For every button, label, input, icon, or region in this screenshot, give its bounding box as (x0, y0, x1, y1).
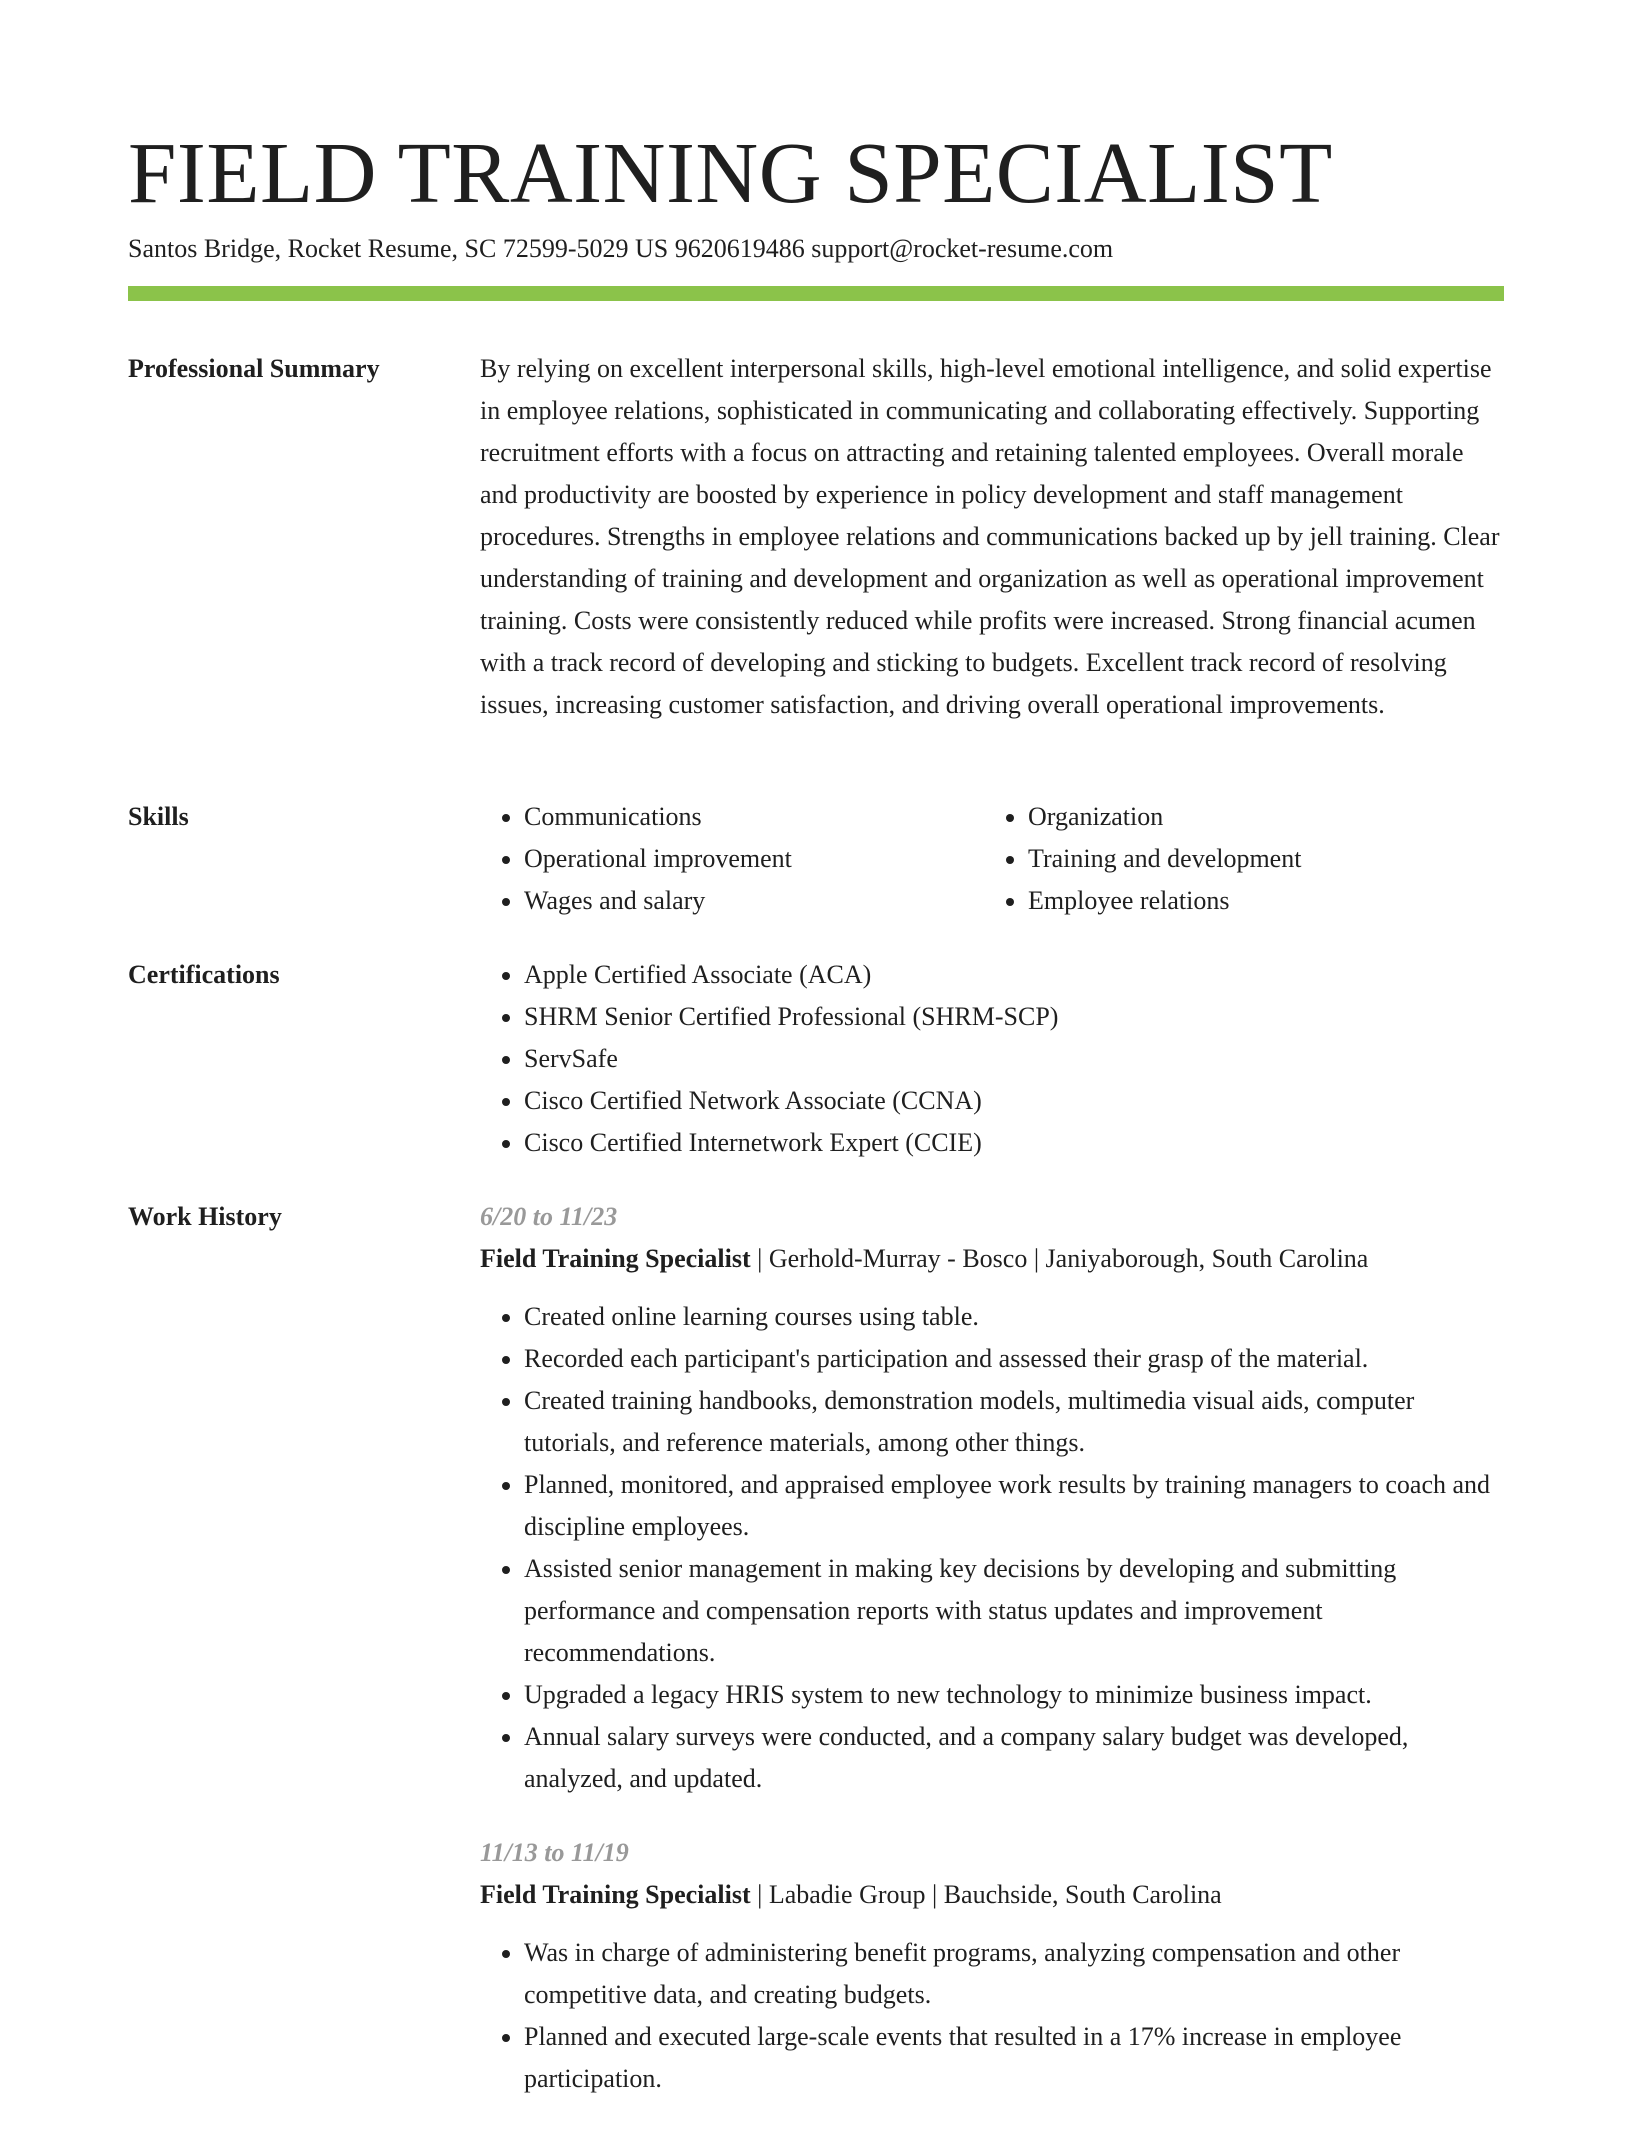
job-entry (480, 1196, 1504, 1800)
summary-content (480, 348, 1504, 726)
job-title-line (480, 1238, 1504, 1280)
skill-item: • Communications (524, 796, 984, 838)
job-bullet: • Planned, monitored, and appraised employee work results by training managers to coach and discipline employees. (524, 1464, 1504, 1548)
work-history-content (480, 1196, 1504, 2132)
job-title-line (480, 1874, 1504, 1916)
skills-list-left (480, 796, 984, 922)
job-bullet: • Created online learning courses using table. (524, 1296, 1504, 1338)
summary-text: By relying on excellent interpersonal skills, high-level emotional intelligence, and solid expertise in employee relations, sophisticated in communicating and collaborating effectively. Supporting recruitment efforts with a focus on attracting and retaining talented employees. Overall morale and productivity are boosted by experience in policy development and staff management procedures. Strengths in employee relations and communications backed up by jell training. Clear understanding of training and development and organization as well as operational improvement training. Costs were consistently reduced while profits were increased. Strong financial acumen with a track record of developing and sticking to budgets. Excellent track record of resolving issues, increasing customer satisfaction, and driving overall operational improvements. (480, 354, 1500, 719)
skill-item: • Organization (1028, 796, 1488, 838)
certification-item: • Cisco Certified Network Associate (CCNA) (524, 1080, 1504, 1122)
job-entry (480, 1832, 1504, 2100)
job-bullets (480, 1296, 1504, 1800)
contact-line: Santos Bridge, Rocket Resume, SC 72599-5029 US 9620619486 support@rocket-resume.com (128, 234, 1114, 263)
certification-item: • ServSafe (524, 1038, 1504, 1080)
job-title: Field Training Specialist (480, 1244, 751, 1273)
job-bullets (480, 1932, 1504, 2100)
job-bullet: • Annual salary surveys were conducted, and a company salary budget was developed, analyzed, and updated. (524, 1716, 1504, 1800)
certification-item: • SHRM Senior Certified Professional (SHRM-SCP) (524, 996, 1504, 1038)
job-dates: 6/20 to 11/23 (480, 1202, 618, 1231)
skills-label: Skills (128, 802, 189, 831)
job-bullet: • Was in charge of administering benefit programs, analyzing compensation and other competitive data, and creating budgets. (524, 1932, 1504, 2016)
job-bullet: • Planned and executed large-scale events that resulted in a 17% increase in employee participation. (524, 2016, 1504, 2100)
job-bullet: • Upgraded a legacy HRIS system to new technology to minimize business impact. (524, 1674, 1504, 1716)
skills-list-right (984, 796, 1488, 922)
job-details: | Labadie Group | Bauchside, South Carolina (750, 1880, 1222, 1909)
job-bullet: • Recorded each participant's participation and assessed their grasp of the material. (524, 1338, 1504, 1380)
certification-item: • Cisco Certified Internetwork Expert (CCIE) (524, 1122, 1504, 1164)
job-bullet: • Created training handbooks, demonstration models, multimedia visual aids, computer tutorials, and reference materials, among other things. (524, 1380, 1504, 1464)
skill-item: • Operational improvement (524, 838, 984, 880)
job-bullet: • Assisted senior management in making key decisions by developing and submitting performance and compensation reports with status updates and improvement recommendations. (524, 1548, 1504, 1674)
certifications-label: Certifications (128, 960, 280, 989)
job-title: Field Training Specialist (480, 1880, 751, 1909)
certification-item: • Apple Certified Associate (ACA) (524, 954, 1504, 996)
work-history-label: Work History (128, 1202, 282, 1231)
accent-divider (128, 286, 1504, 301)
skill-item: • Wages and salary (524, 880, 984, 922)
skills-content (480, 796, 1504, 922)
job-details: | Gerhold-Murray - Bosco | Janiyaborough, South Carolina (750, 1244, 1369, 1273)
job-dates: 11/13 to 11/19 (480, 1838, 629, 1867)
certifications-content (480, 954, 1504, 1164)
certifications-list (480, 954, 1504, 1164)
skill-item: • Training and development (1028, 838, 1488, 880)
skill-item: • Employee relations (1028, 880, 1488, 922)
resume-name: FIELD TRAINING SPECIALIST (128, 124, 1333, 221)
summary-label: Professional Summary (128, 354, 380, 383)
